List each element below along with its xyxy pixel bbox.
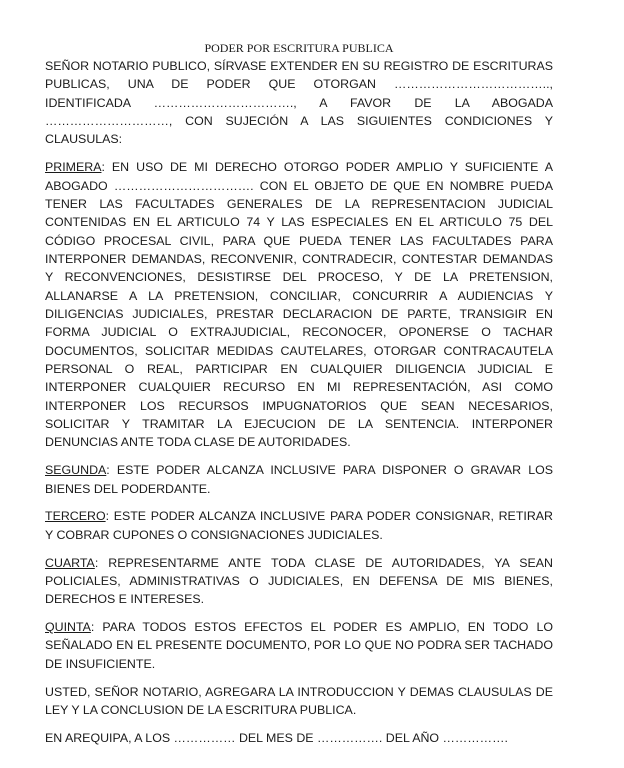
intro-paragraph: SEÑOR NOTARIO PUBLICO, SÍRVASE EXTENDER EN SU REGISTRO DE ESCRITURAS PUBLICAS, UNA DE PODER QUE OTORGAN ……………………………….., IDENTIFICADA ……………………………., A FAVOR DE LA ABOGADA …………………………, CON SUJECIÓN A LAS SIGUIENTES CONDICIONES Y CLAUSULAS: bbox=[45, 59, 553, 147]
clause-text: : EN USO DE MI DERECHO OTORGO PODER AMPLIO Y SUFICIENTE A ABOGADO ……………………………. CON EL OBJETO DE QUE EN NOMBRE PUEDA TENER LAS FACULTADES GENERALES DE LA REPRESENTACION JUDICIAL CONTENIDAS EN EL ARTICULO 74 Y LAS ESPECIALES EN EL ARTICULO 75 DEL CÓDIGO PROCESAL CIVIL, PARA QUE PUEDA TENER LAS FACULTADES PARA INTERPONER DEMANDAS, RECONVENIR, CONTRADECIR, CONTESTAR DEMANDAS Y RECONVENCIONES, DESISTIRSE DEL PROCESO, Y DE LA PRETENSION, ALLANARSE A LA PRETENSION, CONCILIAR, CONCURRIR A AUDIENCIAS Y DILIGENCIAS JUDICIALES, PRESTAR DECLARACION DE PARTE, TRANSIGIR EN FORMA JUDICIAL O EXTRAJUDICIAL, RECONOCER, OPONERSE O TACHAR DOCUMENTOS, SOLICITAR MEDIDAS CAUTELARES, OTORGAR CONTRACAUTELA PERSONAL O REAL, PARTICIPAR EN CUALQUIER DILIGENCIA JUDICIAL E INTERPONER CUALQUIER RECURSO EN MI REPRESENTACIÓN, ASI COMO INTERPONER LOS RECURSOS IMPUGNATORIOS QUE SEAN NECESARIOS, SOLICITAR Y TRAMITAR LA EJECUCION DE LA SENTENCIA. INTERPONER DENUNCIAS ANTE TODA CLASE DE AUTORIDADES. bbox=[45, 160, 553, 450]
clause-label: CUARTA bbox=[45, 555, 95, 570]
document-title: PODER POR ESCRITURA PUBLICA bbox=[204, 41, 394, 55]
notary-note: USTED, SEÑOR NOTARIO, AGREGARA LA INTRODUCCION Y DEMAS CLAUSULAS DE LEY Y LA CONCLUSION DE LA ESCRITURA PUBLICA. bbox=[45, 684, 553, 717]
spacer bbox=[45, 498, 553, 508]
clause-label: PRIMERA bbox=[45, 160, 102, 175]
clause-text: : REPRESENTARME ANTE TODA CLASE DE AUTORIDADES, YA SEAN POLICIALES, ADMINISTRATIVAS O JUDICIALES, EN DEFENSA DE MIS BIENES, DERECHOS E INTERESES. bbox=[45, 555, 553, 607]
spacer bbox=[45, 609, 553, 619]
clause-tercero bbox=[45, 507, 553, 544]
clause-quinta bbox=[45, 618, 553, 673]
spacer bbox=[45, 544, 553, 554]
clause-primera bbox=[45, 158, 553, 452]
spacer bbox=[45, 452, 553, 462]
spacer bbox=[45, 673, 553, 683]
clause-label: SEGUNDA bbox=[45, 463, 107, 478]
clause-segunda bbox=[45, 461, 553, 498]
clause-label: QUINTA bbox=[45, 620, 91, 635]
clause-text: : ESTE PODER ALCANZA INCLUSIVE PARA DISPONER O GRAVAR LOS BIENES DEL PODERDANTE. bbox=[45, 463, 553, 496]
clause-cuarta bbox=[45, 554, 553, 609]
spacer bbox=[45, 719, 553, 729]
document-page bbox=[45, 40, 553, 747]
clause-label: TERCERO bbox=[45, 509, 106, 524]
clause-text: : PARA TODOS ESTOS EFECTOS EL PODER ES AMPLIO, EN TODO LO SEÑALADO EN EL PRESENTE DOCUMENTO, POR LO QUE NO PODRA SER TACHADO DE INSUFICIENTE. bbox=[45, 620, 553, 671]
closing-line: EN AREQUIPA, A LOS …………… DEL MES DE ……………. DEL AÑO ……………. bbox=[45, 730, 508, 745]
spacer bbox=[45, 149, 553, 159]
clause-text: : ESTE PODER ALCANZA INCLUSIVE PARA PODER CONSIGNAR, RETIRAR Y COBRAR CUPONES O CONSIGNACIONES JUDICIALES. bbox=[45, 509, 553, 542]
